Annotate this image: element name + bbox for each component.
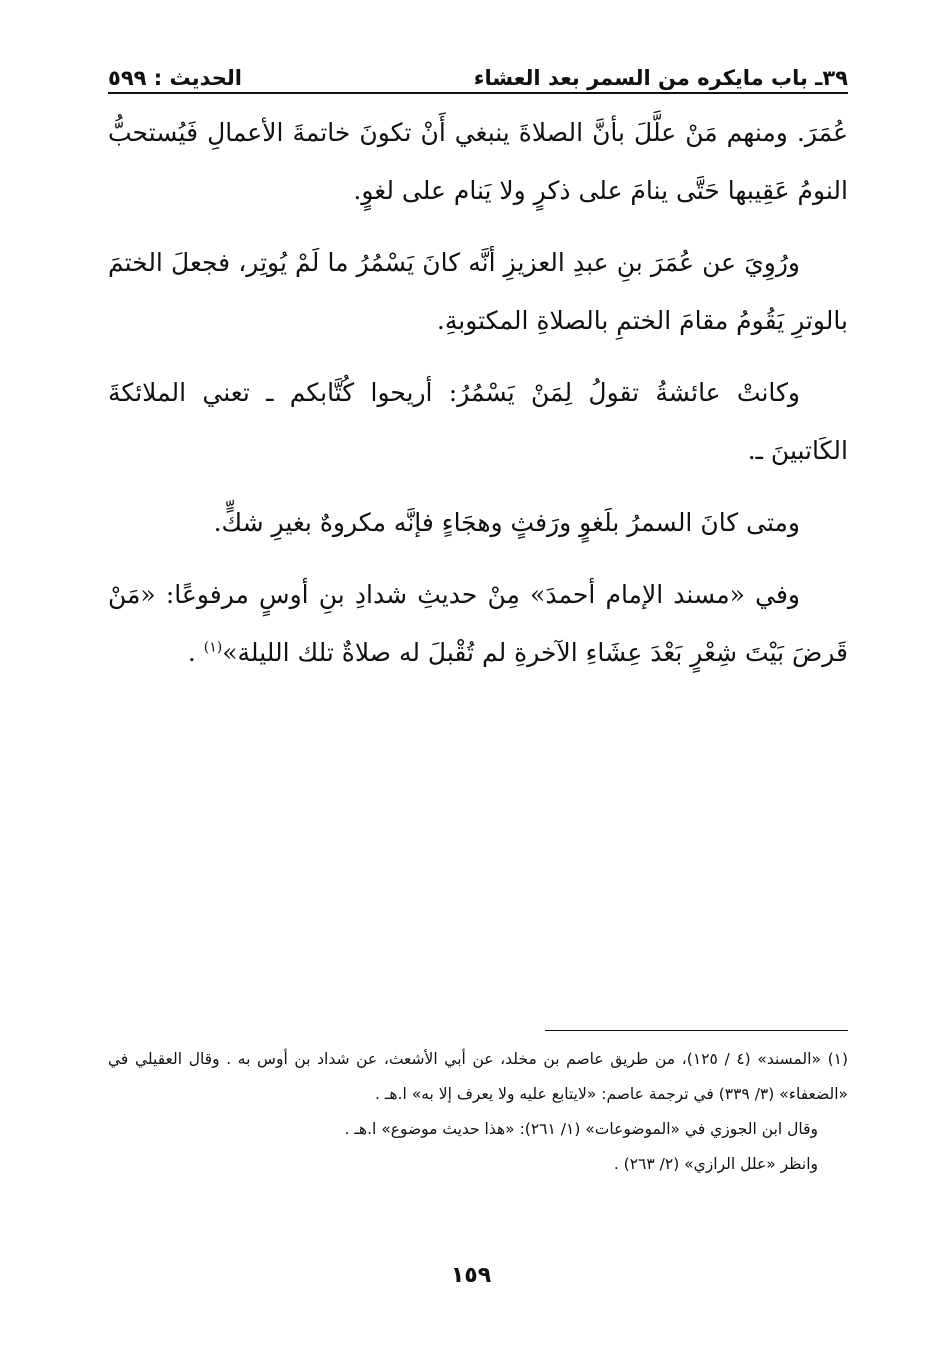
paragraph-5: [108, 566, 848, 682]
footnote-1-note-3: وانظر «علل الرازي» (٢/ ٢٦٣) .: [613, 1155, 818, 1173]
footnote-reference[interactable]: (١): [203, 639, 223, 656]
paragraph-2: ورُوِيَ عن عُمَرَ بنِ عبدِ العزيزِ أنَّه كانَ يَسْمُرُ ما لَمْ يُوتِر، فجعلَ الختمَ بالوترِ يَقُومُ مقامَ الختمِ بالصلاةِ المكتوبةِ.: [108, 248, 848, 335]
paragraph-3: وكانتْ عائشةُ تقولُ لِمَنْ يَسْمُرُ: أريحوا كُتَّابكم ـ تعني الملائكةَ الكَاتبينَ ـ.: [108, 378, 848, 465]
running-header: [108, 50, 848, 90]
footnote-1: (١) «المسند» (٤ / ١٢٥)، من طريق عاصم بن مخلد، عن أبي الأشعث، عن شداد بن أوس به . وقال العقيلي في «الضعفاء» (٣/ ٣٣٩) في ترجمة عاصم: «لايتابع عليه ولا يعرف إلا به» ا.هـ .: [108, 1050, 849, 1103]
footnote-divider: [545, 1030, 848, 1031]
header-divider: [108, 92, 848, 94]
footnotes: [108, 1042, 848, 1182]
chapter-title: ٣٩ـ باب مايكره من السمر بعد العشاء: [473, 66, 848, 90]
paragraph-5-text: وفي «مسند الإمام أحمدَ» مِنْ حديثِ شدادِ بنِ أوسٍ مرفوعًا: «مَنْ قَرضَ بَيْتَ شِعْرٍ بَعْدَ عِشَاءِ الآخرةِ لم تُقْبلَ له صلاةٌ تلك الليلة»: [108, 580, 848, 667]
paragraph-4: ومتى كانَ السمرُ بلَغوٍ ورَفثٍ وهجَاءٍ فإنَّه مكروهٌ بغيرِ شكٍّ.: [213, 508, 800, 537]
main-text: [108, 104, 848, 696]
paragraph-1: عُمَرَ. ومنهم مَنْ علَّلَ بأنَّ الصلاةَ ينبغي أَنْ تكونَ خاتمةَ الأعمالِ فَيُستحبُّ النومُ عَقِيبها حَتَّى ينامَ على ذكرٍ ولا يَنام على لغوٍ.: [108, 118, 848, 205]
page-number: ١٥٩: [450, 1263, 492, 1288]
footnote-1-note-2: وقال ابن الجوزي في «الموضوعات» (١/ ٢٦١): «هذا حديث موضوع» ا.هـ .: [344, 1120, 818, 1138]
paragraph-5-end: .: [187, 638, 204, 667]
hadith-number: الحديث : ٥٩٩: [108, 66, 242, 90]
